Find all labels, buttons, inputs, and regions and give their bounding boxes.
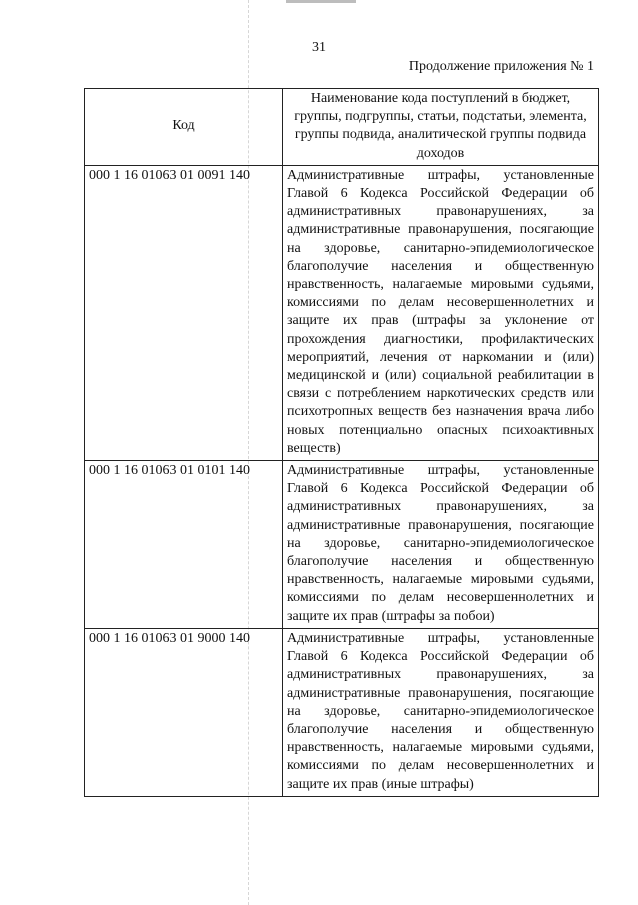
revenue-code-name: Административные штрафы, установленные Главой 6 Кодекса Российской Федерации об административных правонарушениях, за административные правонарушения, посягающие на здоровье, санитарно-эпидемиологическое благополучие населения и общественную нравственность, налагаемые мировыми судьями, комиссиями по делам несовершеннолетних и защите их прав (иные штрафы) — [283, 628, 599, 796]
table-row — [85, 628, 599, 796]
column-header-name: Наименование кода поступлений в бюджет, группы, подгруппы, статьи, подстатьи, элемента, группы подвида, аналитической группы подвида доходов — [283, 89, 599, 166]
revenue-code: 000 1 16 01063 01 9000 140 — [85, 628, 283, 796]
revenue-code-name: Административные штрафы, установленные Главой 6 Кодекса Российской Федерации об административных правонарушениях, за административные правонарушения, посягающие на здоровье, санитарно-эпидемиологическое благополучие населения и общественную нравственность, налагаемые мировыми судьями, комиссиями по делам несовершеннолетних и защите их прав (штрафы за побои) — [283, 461, 599, 629]
appendix-continuation-note: Продолжение приложения № 1 — [408, 59, 594, 74]
revenue-code: 000 1 16 01063 01 0091 140 — [85, 165, 283, 460]
scan-artifact — [286, 0, 356, 3]
table-header-row — [85, 89, 599, 166]
revenue-codes-table — [84, 88, 599, 797]
table-row — [85, 461, 599, 629]
page-number: 31 — [312, 40, 326, 55]
revenue-code-name: Административные штрафы, установленные Главой 6 Кодекса Российской Федерации об административных правонарушениях, за административные правонарушения, посягающие на здоровье, санитарно-эпидемиологическое благополучие населения и общественную нравственность, налагаемые мировыми судьями, комиссиями по делам несовершеннолетних и защите их прав (штрафы за уклонение от прохождения диагностики, профилактических мероприятий, лечения от наркомании и (или) медицинской и (или) социальной реабилитации в связи с потреблением наркотических средств или психотропных веществ без назначения врача либо новых потенциально опасных психоактивных веществ) — [283, 165, 599, 460]
table-row — [85, 165, 599, 460]
column-header-code: Код — [85, 89, 283, 166]
revenue-code: 000 1 16 01063 01 0101 140 — [85, 461, 283, 629]
